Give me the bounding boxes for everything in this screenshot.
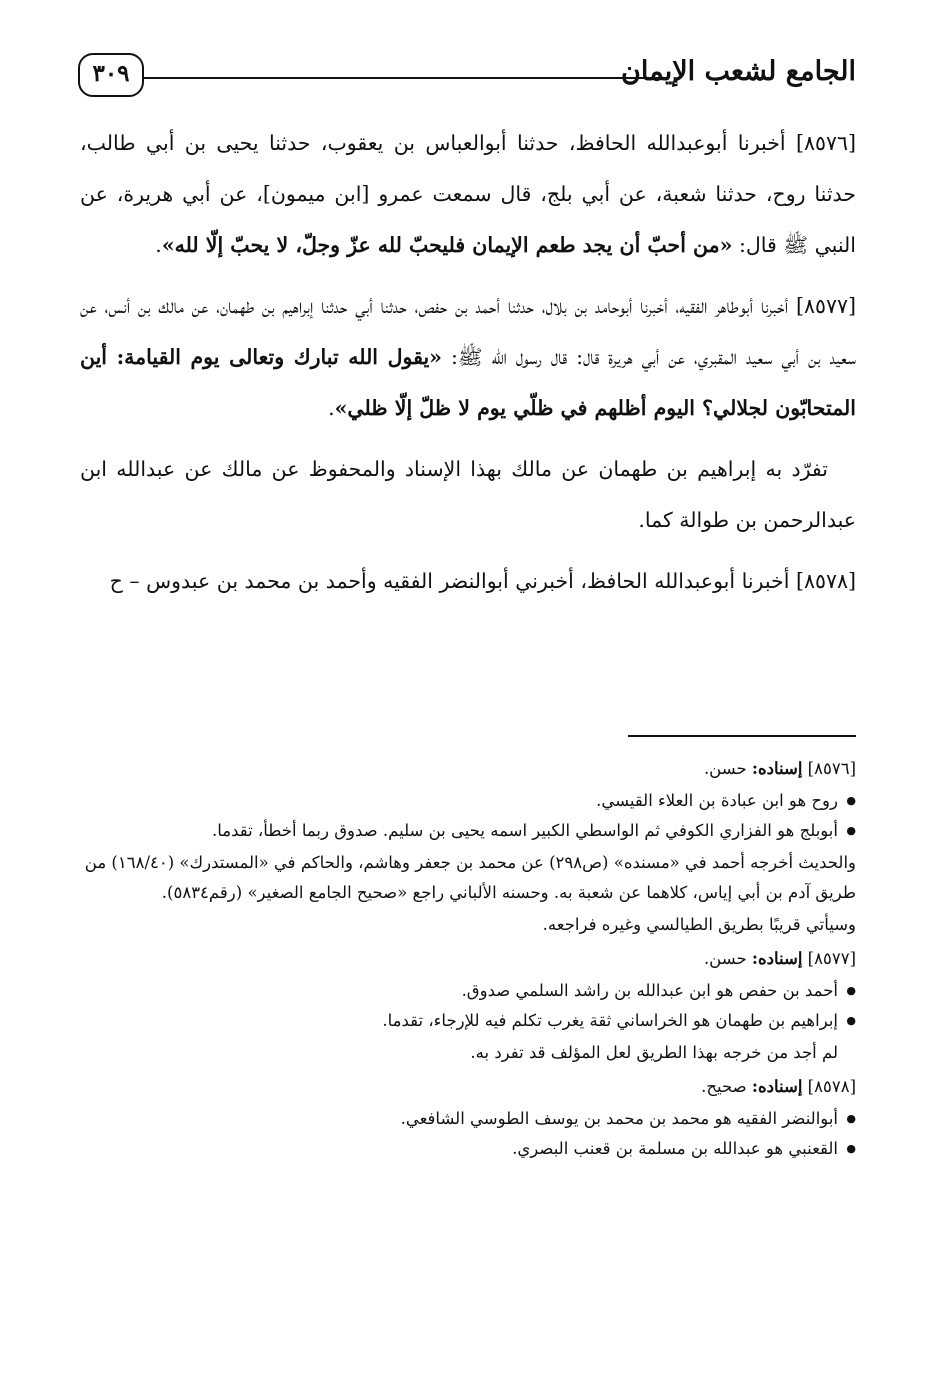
note-bullet: ● أحمد بن حفص هو ابن عبدالله بن راشد السلمي صدوق. xyxy=(80,976,838,1006)
hadith-isnad: أخبرنا أبوعبدالله الحافظ، حدثنا أبوالعباس بن يعقوب، حدثنا يحيى بن أبي طالب، حدثنا روح، حدثنا شعبة، عن أبي بلج، قال سمعت عمرو [ابن ميمون]، عن أبي هريرة، عن النبي ﷺ قال: xyxy=(80,131,856,257)
running-title: الجامع لشعب الإيمان xyxy=(621,56,856,87)
note-heading-8577 xyxy=(80,944,856,974)
note-paragraph: وسيأتي قريبًا بطريق الطيالسي وغيره فراجعه. xyxy=(542,915,856,934)
hadith-8577 xyxy=(80,281,856,434)
hadith-number: [٨٥٧٧] xyxy=(795,294,856,318)
note-number: [٨٥٧٧] xyxy=(807,949,856,968)
note-number: [٨٥٧٦] xyxy=(807,759,856,778)
footnote-separator xyxy=(628,735,856,737)
note-label: إسناده: xyxy=(751,759,803,778)
note-heading-8578 xyxy=(80,1072,856,1102)
hadith-isnad: أخبرنا أبوعبدالله الحافظ، أخبرني أبوالنضر الفقيه وأحمد بن محمد بن عبدوس – ح xyxy=(109,569,790,593)
hadith-8576 xyxy=(80,118,856,271)
note-bullet: ● أبوبلج هو الفزاري الكوفي ثم الواسطي الكبير اسمه يحيى بن سليم. صدوق ربما أخطأ، تقدما. xyxy=(80,816,838,846)
note-bullet: ● إبراهيم بن طهمان هو الخراساني ثقة يغرب تكلم فيه للإرجاء، تقدما. xyxy=(80,1006,838,1036)
hadith-matn: «يقول الله تبارك وتعالى يوم القيامة: أين المتحابّون لجلالي؟ اليوم أظلهم في ظلّي يوم لا ظلّ إلّا ظلي» xyxy=(80,345,856,420)
hadith-number: [٨٥٧٦] xyxy=(795,131,856,155)
author-comment: تفرّد به إبراهيم بن طهمان عن مالك بهذا الإسناد والمحفوظ عن مالك عن عبدالله ابن عبدالرحمن بن طوالة كما. xyxy=(80,457,856,532)
hadith-isnad: أخبرنا أبوطاهر الفقيه، أخبرنا أبوحامد بن بلال، حدثنا أحمد بن حفص، حدثنا أبي حدثنا إبراهيم بن طهمان، عن مالك بن أنس، عن سعيد بن أبي سعيد المقبري، عن أبي هريرة قال: قال رسول الله ﷺ: xyxy=(80,294,856,369)
page-number: ٣٠٩ xyxy=(78,53,144,97)
hadith-matn: «من أحبّ أن يجد طعم الإيمان فليحبّ لله عزّ وجلّ، لا يحبّ إلّا لله» xyxy=(161,233,733,257)
hadith-end: . xyxy=(328,396,335,420)
note-label: إسناده: xyxy=(751,949,803,968)
page-header xyxy=(78,50,856,106)
note-heading-8576 xyxy=(80,754,856,784)
note-paragraph: لم أجد من خرجه بهذا الطريق لعل المؤلف قد تفرد به. xyxy=(470,1043,838,1062)
note-bullets xyxy=(80,976,856,1036)
footnotes xyxy=(80,750,856,1164)
note-bullet: ● القعنبي هو عبدالله بن مسلمة بن قعنب البصري. xyxy=(80,1134,838,1164)
note-bullets xyxy=(80,1104,856,1164)
note-grade: حسن. xyxy=(703,759,747,778)
note-number: [٨٥٧٨] xyxy=(807,1077,856,1096)
note-bullet: ● أبوالنضر الفقيه هو محمد بن محمد بن يوسف الطوسي الشافعي. xyxy=(80,1104,838,1134)
hadith-end: . xyxy=(155,233,162,257)
note-label: إسناده: xyxy=(751,1077,803,1096)
hadith-number: [٨٥٧٨] xyxy=(795,569,856,593)
main-text xyxy=(80,118,856,617)
header-rule xyxy=(144,77,666,79)
note-bullets xyxy=(80,786,856,846)
note-grade: صحيح. xyxy=(701,1077,747,1096)
note-grade: حسن. xyxy=(703,949,747,968)
hadith-8578 xyxy=(80,556,856,607)
note-bullet: ● روح هو ابن عبادة بن العلاء القيسي. xyxy=(80,786,838,816)
note-paragraph: والحديث أخرجه أحمد في «مسنده» (ص٢٩٨) عن محمد بن جعفر وهاشم، والحاكم في «المستدرك» (١٦٨/٤٠) من طريق آدم بن أبي إياس، كلاهما عن شعبة به. وحسنه الألباني راجع «صحيح الجامع الصغير» (رقم٥٨٣٤). xyxy=(84,853,856,902)
